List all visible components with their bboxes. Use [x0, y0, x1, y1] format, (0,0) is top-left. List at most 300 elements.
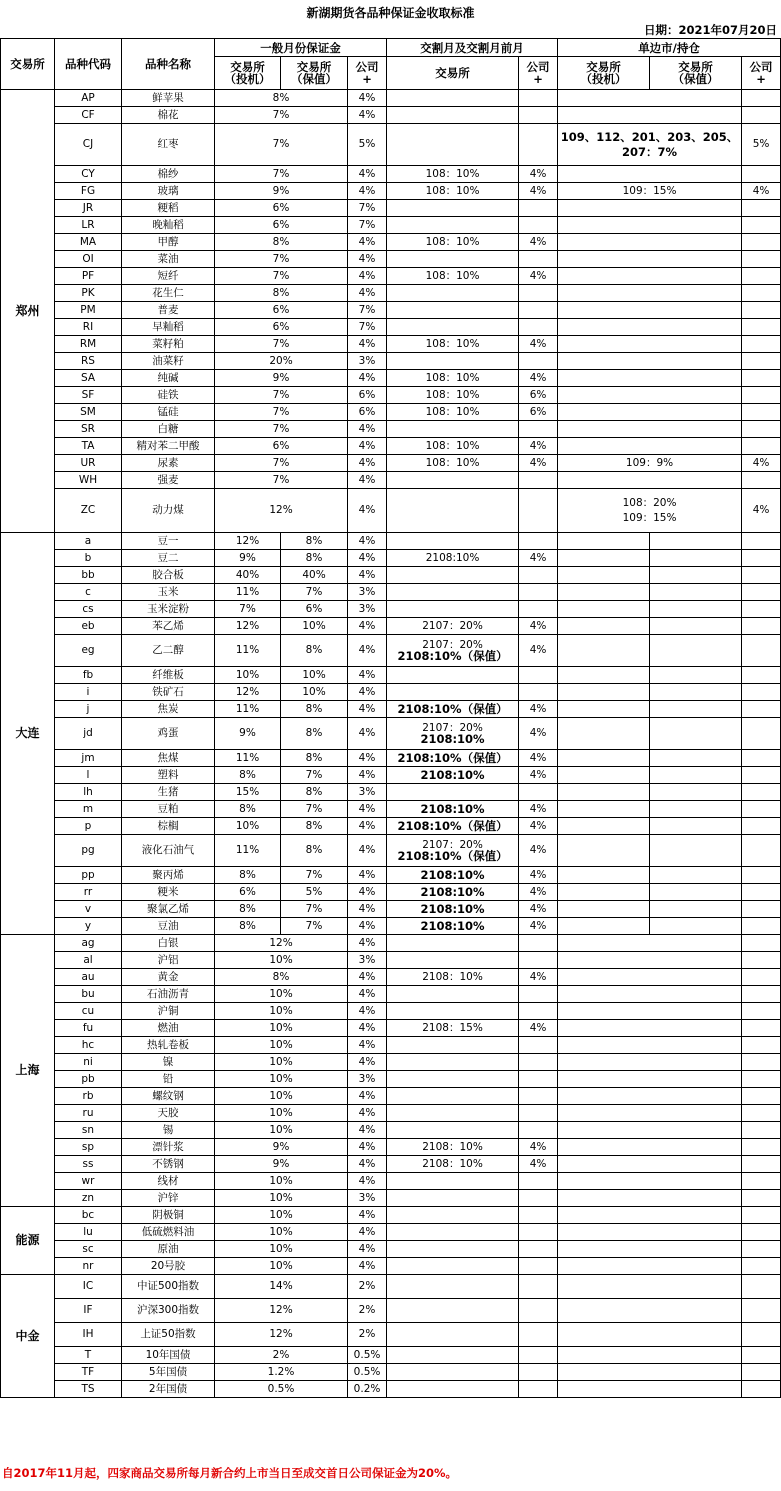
unilateral-company-plus [742, 550, 781, 567]
delivery-margin [387, 701, 519, 718]
delivery-margin [387, 302, 519, 319]
general-margin-speculation: 9% [215, 718, 281, 750]
delivery-margin [387, 550, 519, 567]
table-row [1, 370, 781, 387]
product-code: lh [55, 784, 122, 801]
delivery-margin [387, 124, 519, 166]
unilateral-margin [558, 1105, 742, 1122]
unilateral-company-plus [742, 404, 781, 421]
table-row [1, 635, 781, 667]
general-company-plus: 4% [348, 1088, 387, 1105]
delivery-company-plus: 4% [519, 438, 558, 455]
unilateral-margin [558, 90, 742, 107]
product-name: 中证500指数 [122, 1275, 215, 1299]
delivery-margin [387, 285, 519, 302]
product-name: 焦煤 [122, 750, 215, 767]
product-name: 上证50指数 [122, 1323, 215, 1347]
product-name: 焦炭 [122, 701, 215, 718]
table-row [1, 489, 781, 533]
product-code: TS [55, 1381, 122, 1398]
product-name: 2年国债 [122, 1381, 215, 1398]
unilateral-speculation [558, 884, 650, 901]
table-row [1, 1381, 781, 1398]
delivery-company-plus: 4% [519, 268, 558, 285]
delivery-margin [387, 1122, 519, 1139]
delivery-margin [387, 835, 519, 867]
general-company-plus: 4% [348, 718, 387, 750]
product-name: 菜籽粕 [122, 336, 215, 353]
delivery-company-plus: 4% [519, 884, 558, 901]
table-row [1, 319, 781, 336]
delivery-company-plus: 4% [519, 801, 558, 818]
delivery-margin-line-bold: 2108:10% [420, 731, 485, 746]
unilateral-speculation [558, 901, 650, 918]
general-margin: 14% [215, 1275, 348, 1299]
product-name: 白银 [122, 935, 215, 952]
delivery-margin [387, 1207, 519, 1224]
delivery-company-plus [519, 1207, 558, 1224]
unilateral-speculation [558, 835, 650, 867]
product-name: 甲醇 [122, 234, 215, 251]
product-name: 石油沥青 [122, 986, 215, 1003]
product-code: IF [55, 1299, 122, 1323]
unilateral-speculation [558, 550, 650, 567]
product-code: RS [55, 353, 122, 370]
general-margin: 8% [215, 285, 348, 302]
table-row [1, 1224, 781, 1241]
delivery-margin [387, 1037, 519, 1054]
product-code: SM [55, 404, 122, 421]
unilateral-company-plus [742, 952, 781, 969]
unilateral-speculation [558, 750, 650, 767]
header-exchange-hedge: 交易所 （保值） [281, 57, 348, 90]
table-row [1, 684, 781, 701]
unilateral-company-plus [742, 784, 781, 801]
unilateral-hedge [650, 533, 742, 550]
product-code: b [55, 550, 122, 567]
table-row [1, 801, 781, 818]
delivery-margin [387, 1323, 519, 1347]
delivery-margin [387, 533, 519, 550]
unilateral-margin [558, 1275, 742, 1299]
product-name: 精对苯二甲酸 [122, 438, 215, 455]
unilateral-margin [558, 1190, 742, 1207]
unilateral-company-plus [742, 421, 781, 438]
delivery-company-plus [519, 952, 558, 969]
delivery-company-plus [519, 421, 558, 438]
header-unilateral-company-plus: 公司 + [742, 57, 781, 90]
general-margin: 7% [215, 166, 348, 183]
product-name: 热轧卷板 [122, 1037, 215, 1054]
general-margin: 7% [215, 387, 348, 404]
product-code: fb [55, 667, 122, 684]
general-margin: 6% [215, 438, 348, 455]
delivery-margin-line: 2107：20% [422, 838, 483, 851]
unilateral-speculation [558, 533, 650, 550]
unilateral-company-plus [742, 1003, 781, 1020]
general-margin-speculation: 15% [215, 784, 281, 801]
unilateral-margin [558, 319, 742, 336]
unilateral-margin [558, 251, 742, 268]
unilateral-company-plus [742, 935, 781, 952]
product-code: p [55, 818, 122, 835]
delivery-margin [387, 489, 519, 533]
unilateral-speculation [558, 767, 650, 784]
unilateral-margin [558, 1347, 742, 1364]
general-company-plus: 4% [348, 370, 387, 387]
unilateral-margin: 109：9% [558, 455, 742, 472]
product-code: TA [55, 438, 122, 455]
general-margin: 10% [215, 1173, 348, 1190]
delivery-company-plus [519, 533, 558, 550]
general-margin: 10% [215, 1088, 348, 1105]
product-code: au [55, 969, 122, 986]
delivery-margin-line: 108：10% [425, 405, 480, 418]
unilateral-company-plus [742, 867, 781, 884]
general-margin: 1.2% [215, 1364, 348, 1381]
general-margin-hedge: 7% [281, 584, 348, 601]
general-margin: 12% [215, 1323, 348, 1347]
delivery-company-plus [519, 601, 558, 618]
product-name: 5年国债 [122, 1364, 215, 1381]
product-code: CF [55, 107, 122, 124]
unilateral-hedge [650, 550, 742, 567]
product-name: 硅铁 [122, 387, 215, 404]
product-code: jd [55, 718, 122, 750]
general-company-plus: 2% [348, 1323, 387, 1347]
general-company-plus: 4% [348, 285, 387, 302]
general-margin-speculation: 9% [215, 550, 281, 567]
table-row [1, 90, 781, 107]
unilateral-hedge [650, 701, 742, 718]
unilateral-company-plus [742, 319, 781, 336]
general-margin: 10% [215, 1122, 348, 1139]
general-company-plus: 4% [348, 969, 387, 986]
delivery-company-plus [519, 1364, 558, 1381]
unilateral-hedge [650, 801, 742, 818]
unilateral-margin [558, 438, 742, 455]
delivery-company-plus: 4% [519, 370, 558, 387]
delivery-margin [387, 1156, 519, 1173]
general-company-plus: 0.5% [348, 1347, 387, 1364]
product-code: ru [55, 1105, 122, 1122]
unilateral-margin [558, 387, 742, 404]
table-row [1, 455, 781, 472]
general-company-plus: 7% [348, 302, 387, 319]
general-margin-hedge: 10% [281, 684, 348, 701]
product-code: rb [55, 1088, 122, 1105]
delivery-margin [387, 767, 519, 784]
delivery-company-plus: 4% [519, 635, 558, 667]
general-company-plus: 4% [348, 901, 387, 918]
exchange-label: 郑州 [1, 90, 55, 533]
delivery-margin [387, 818, 519, 835]
unilateral-margin [558, 1364, 742, 1381]
general-company-plus: 7% [348, 217, 387, 234]
delivery-margin [387, 935, 519, 952]
delivery-margin [387, 472, 519, 489]
product-name: 燃油 [122, 1020, 215, 1037]
unilateral-margin [558, 268, 742, 285]
product-name: 短纤 [122, 268, 215, 285]
header-exchange-speculation: 交易所 （投机） [215, 57, 281, 90]
product-code: eb [55, 618, 122, 635]
delivery-company-plus [519, 124, 558, 166]
header-unilateral: 单边市/持仓 [558, 39, 781, 57]
unilateral-company-plus [742, 1054, 781, 1071]
general-margin: 2% [215, 1347, 348, 1364]
product-code: bb [55, 567, 122, 584]
general-margin-hedge: 6% [281, 601, 348, 618]
unilateral-hedge [650, 718, 742, 750]
unilateral-margin [558, 285, 742, 302]
general-company-plus: 4% [348, 635, 387, 667]
product-name: 强麦 [122, 472, 215, 489]
delivery-margin [387, 750, 519, 767]
general-margin-speculation: 8% [215, 867, 281, 884]
delivery-margin-line: 108：10% [425, 269, 480, 282]
general-margin: 12% [215, 935, 348, 952]
unilateral-margin: 109：15% [558, 183, 742, 200]
general-company-plus: 4% [348, 1224, 387, 1241]
product-name: 沪铜 [122, 1003, 215, 1020]
product-name: 豆油 [122, 918, 215, 935]
table-row [1, 718, 781, 750]
delivery-margin-line: 2108：10% [422, 1157, 483, 1170]
general-margin-hedge: 8% [281, 835, 348, 867]
general-margin: 10% [215, 1224, 348, 1241]
product-name: 红枣 [122, 124, 215, 166]
general-company-plus: 2% [348, 1299, 387, 1323]
unilateral-speculation [558, 635, 650, 667]
product-code: pg [55, 835, 122, 867]
product-code: l [55, 767, 122, 784]
product-code: SR [55, 421, 122, 438]
delivery-margin [387, 567, 519, 584]
header-general-margin: 一般月份保证金 [215, 39, 387, 57]
table-row [1, 1190, 781, 1207]
delivery-company-plus: 4% [519, 918, 558, 935]
unilateral-company-plus [742, 818, 781, 835]
general-company-plus: 4% [348, 1207, 387, 1224]
general-company-plus: 4% [348, 438, 387, 455]
product-name: 铁矿石 [122, 684, 215, 701]
product-name: 动力煤 [122, 489, 215, 533]
product-code: j [55, 701, 122, 718]
unilateral-speculation [558, 618, 650, 635]
unilateral-speculation [558, 867, 650, 884]
general-margin-hedge: 8% [281, 550, 348, 567]
table-row [1, 251, 781, 268]
general-margin-speculation: 8% [215, 901, 281, 918]
delivery-margin-line: 2108：10% [422, 1140, 483, 1153]
delivery-company-plus [519, 1173, 558, 1190]
unilateral-margin [558, 1381, 742, 1398]
delivery-margin [387, 952, 519, 969]
general-margin: 8% [215, 969, 348, 986]
product-name: 粳稻 [122, 200, 215, 217]
product-code: hc [55, 1037, 122, 1054]
product-code: sc [55, 1241, 122, 1258]
table-row [1, 1088, 781, 1105]
delivery-company-plus: 4% [519, 901, 558, 918]
product-name: 20号胶 [122, 1258, 215, 1275]
general-margin-speculation: 6% [215, 884, 281, 901]
general-company-plus: 4% [348, 986, 387, 1003]
product-code: IH [55, 1323, 122, 1347]
table-row [1, 1105, 781, 1122]
table-row [1, 1054, 781, 1071]
unilateral-hedge [650, 884, 742, 901]
product-name: 棉纱 [122, 166, 215, 183]
unilateral-company-plus [742, 1258, 781, 1275]
general-company-plus: 3% [348, 601, 387, 618]
unilateral-company-plus [742, 718, 781, 750]
product-name: 豆二 [122, 550, 215, 567]
general-company-plus: 7% [348, 200, 387, 217]
delivery-margin [387, 801, 519, 818]
general-margin-hedge: 8% [281, 701, 348, 718]
general-company-plus: 4% [348, 801, 387, 818]
unilateral-margin [558, 336, 742, 353]
general-company-plus: 4% [348, 455, 387, 472]
general-company-plus: 3% [348, 1071, 387, 1088]
header-code: 品种代码 [55, 39, 122, 90]
unilateral-company-plus [742, 1224, 781, 1241]
table-row [1, 567, 781, 584]
delivery-company-plus: 4% [519, 336, 558, 353]
general-margin: 7% [215, 124, 348, 166]
unilateral-margin: 109、112、201、203、205、207：7% [558, 124, 742, 166]
unilateral-company-plus [742, 1275, 781, 1299]
general-company-plus: 6% [348, 404, 387, 421]
table-row [1, 784, 781, 801]
delivery-company-plus [519, 107, 558, 124]
product-code: ni [55, 1054, 122, 1071]
unilateral-margin [558, 952, 742, 969]
product-name: 10年国债 [122, 1347, 215, 1364]
general-margin-speculation: 8% [215, 801, 281, 818]
unilateral-margin [558, 1173, 742, 1190]
general-margin: 6% [215, 200, 348, 217]
delivery-margin [387, 1173, 519, 1190]
table-row [1, 618, 781, 635]
unilateral-company-plus [742, 302, 781, 319]
delivery-company-plus [519, 1323, 558, 1347]
table-row [1, 1364, 781, 1381]
table-row [1, 1347, 781, 1364]
product-code: nr [55, 1258, 122, 1275]
unilateral-margin [558, 1241, 742, 1258]
delivery-margin [387, 1364, 519, 1381]
unilateral-company-plus [742, 750, 781, 767]
unilateral-company-plus [742, 1020, 781, 1037]
product-name: 不锈钢 [122, 1156, 215, 1173]
delivery-company-plus [519, 1003, 558, 1020]
header-company-plus: 公司 + [348, 57, 387, 90]
general-company-plus: 4% [348, 667, 387, 684]
unilateral-margin [558, 1323, 742, 1347]
delivery-company-plus [519, 217, 558, 234]
general-margin-speculation: 8% [215, 918, 281, 935]
delivery-margin-line: 108：10% [425, 167, 480, 180]
product-code: a [55, 533, 122, 550]
delivery-margin-line: 2107：20% [422, 619, 483, 632]
unilateral-company-plus [742, 835, 781, 867]
delivery-margin [387, 867, 519, 884]
unilateral-company-plus [742, 986, 781, 1003]
unilateral-margin [558, 472, 742, 489]
table-row [1, 952, 781, 969]
delivery-margin [387, 901, 519, 918]
delivery-margin [387, 404, 519, 421]
delivery-company-plus: 4% [519, 1139, 558, 1156]
general-margin: 12% [215, 489, 348, 533]
table-row [1, 1323, 781, 1347]
delivery-company-plus: 4% [519, 969, 558, 986]
general-margin: 7% [215, 421, 348, 438]
delivery-company-plus [519, 1190, 558, 1207]
delivery-margin [387, 421, 519, 438]
unilateral-speculation [558, 567, 650, 584]
unilateral-margin [558, 986, 742, 1003]
product-code: SF [55, 387, 122, 404]
general-company-plus: 4% [348, 684, 387, 701]
general-company-plus: 4% [348, 550, 387, 567]
unilateral-company-plus [742, 618, 781, 635]
table-row [1, 884, 781, 901]
product-name: 油菜籽 [122, 353, 215, 370]
general-company-plus: 4% [348, 1003, 387, 1020]
delivery-company-plus: 4% [519, 750, 558, 767]
table-row [1, 986, 781, 1003]
unilateral-hedge [650, 918, 742, 935]
product-name: 鲜苹果 [122, 90, 215, 107]
product-code: cu [55, 1003, 122, 1020]
product-code: pb [55, 1071, 122, 1088]
general-company-plus: 4% [348, 618, 387, 635]
product-name: 晚籼稻 [122, 217, 215, 234]
delivery-company-plus [519, 1381, 558, 1398]
delivery-company-plus [519, 1275, 558, 1299]
table-row [1, 584, 781, 601]
general-margin: 7% [215, 336, 348, 353]
table-row [1, 935, 781, 952]
unilateral-company-plus [742, 918, 781, 935]
delivery-company-plus [519, 1105, 558, 1122]
product-code: RI [55, 319, 122, 336]
product-name: 苯乙烯 [122, 618, 215, 635]
table-row [1, 1156, 781, 1173]
unilateral-margin [558, 234, 742, 251]
unilateral-company-plus [742, 567, 781, 584]
page-title: 新湖期货各品种保证金收取标准 [306, 6, 475, 20]
delivery-margin-line-bold: 2108:10% [420, 867, 485, 882]
product-code: m [55, 801, 122, 818]
unilateral-margin [558, 1299, 742, 1323]
delivery-margin [387, 618, 519, 635]
general-margin: 20% [215, 353, 348, 370]
general-margin-speculation: 12% [215, 684, 281, 701]
general-company-plus: 4% [348, 268, 387, 285]
unilateral-margin [558, 1071, 742, 1088]
unilateral-company-plus [742, 1156, 781, 1173]
table-row [1, 404, 781, 421]
delivery-company-plus: 4% [519, 1020, 558, 1037]
product-name: 玉米 [122, 584, 215, 601]
general-company-plus: 4% [348, 818, 387, 835]
delivery-margin [387, 918, 519, 935]
